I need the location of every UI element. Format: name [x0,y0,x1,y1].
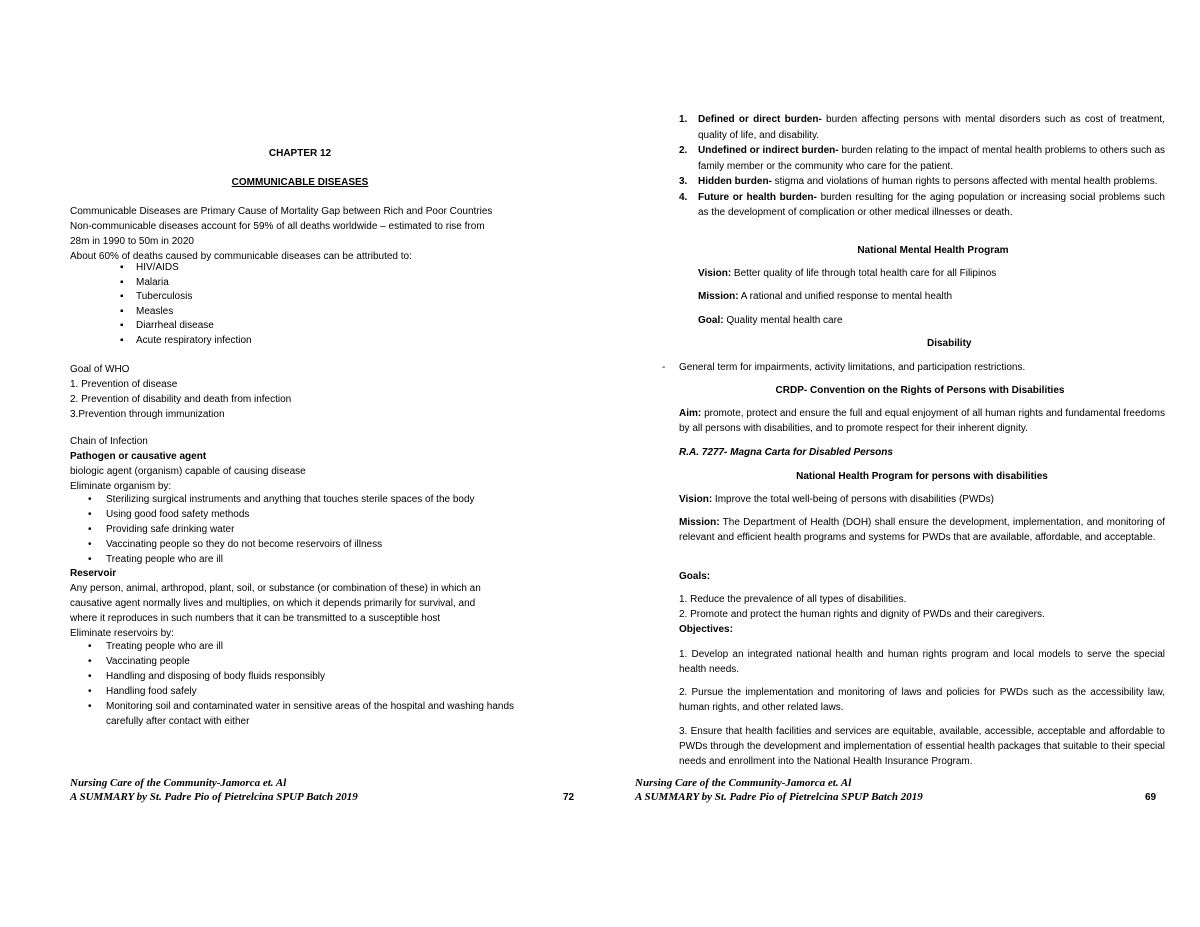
list-item: • Treating people who are ill [70,639,530,654]
intro-block [70,204,530,264]
goals-list [679,592,1165,637]
label: Mission: [698,291,739,302]
list-item: • Handling food safely [70,684,530,699]
chapter-label: CHAPTER 12 [268,148,332,159]
page-number: 69 [1145,792,1157,803]
term: Hidden burden- [698,176,772,187]
vision-line [679,492,1165,507]
footer [635,776,1115,804]
term: Undefined or indirect burden- [698,145,839,156]
intro-line: About 60% of deaths caused by communicable diseases can be attributed to: [70,251,412,262]
subsection-heading: Pathogen or causative agent [70,451,207,462]
list-item: ▪ Tuberculosis [86,290,386,305]
value: Quality mental health care [723,315,843,326]
item-number: 4. [679,191,688,203]
definition: biologic agent (organism) capable of causing disease [70,466,306,477]
objective-item: 1. Develop an integrated national health and human rights program and local models to serve the special health needs. [679,649,1165,675]
definition-line: Any person, animal, arthropod, plant, soil, or substance (or combination of these) in which an [70,583,481,594]
disability-definition: General term for impairments, activity limitations, and participation restrictions. [679,362,1026,373]
list-item: ▪ HIV/AIDS [86,261,386,276]
dash-marker: - [662,362,666,373]
footer [70,776,550,804]
value: The Department of Health (DOH) shall ensure the development, implementation, and monitoring of relevant and efficient health programs and systems for PWDs that are available, affordable, and acceptable. [679,517,1165,543]
reservoir-list [70,639,530,729]
list-item [679,190,1165,221]
list-intro: Eliminate reservoirs by: [70,628,174,639]
objective-item: 2. Pursue the implementation and monitoring of laws and policies for PWDs such as the accessibility law, human rights, and other related laws. [679,687,1165,713]
section-heading: Chain of Infection [70,436,148,447]
section-heading: National Mental Health Program [857,245,1009,256]
list-item [679,174,1165,190]
mission-line [698,289,1168,304]
goal-line [698,313,1168,328]
list-item: 2. Promote and protect the human rights and dignity of PWDs and their caregivers. [679,609,1045,620]
reservoir-block [70,566,540,641]
item-number: 1. [679,114,688,125]
footer-line: Nursing Care of the Community-Jamorca et. Al [70,777,287,789]
right-page [600,0,1200,927]
definition: stigma and violations of human rights to persons affected with mental health problems. [771,176,1158,187]
list-item: • Sterilizing surgical instruments and anything that touches sterile spaces of the body [70,492,550,507]
definition: burden affecting persons with mental disorders such as cost of treatment, quality of life, and disability. [698,114,1165,141]
term: Future or health burden- [698,191,817,203]
list-item: ▪ Measles [86,305,386,320]
value: promote, protect and ensure the full and equal enjoyment of all human rights and fundamental freedoms by all persons with disabilities, and to promote respect for their inherent dignity. [679,408,1165,434]
section-heading: Disability [927,338,972,349]
section-heading: Goal of WHO [70,364,130,375]
value: Better quality of life through total health care for all Filipinos [731,268,997,279]
label: Aim: [679,408,702,419]
list-item: ▪ Diarrheal disease [86,319,386,334]
list-intro: Eliminate organism by: [70,481,172,492]
chapter-title: COMMUNICABLE DISEASES [231,177,369,188]
disease-list [86,261,386,349]
list-item: • Using good food safety methods [70,507,550,522]
aim-paragraph [679,406,1165,436]
chain-of-infection [70,434,540,494]
list-item: 1. Prevention of disease [70,379,178,390]
intro-line: Non-communicable diseases account for 59% of all deaths worldwide – estimated to rise from [70,221,485,232]
footer-line: A SUMMARY by St. Padre Pio of Pietrelcina SPUP Batch 2019 [70,791,358,803]
mission-paragraph [679,515,1165,545]
intro-line: Communicable Diseases are Primary Cause of Mortality Gap between Rich and Poor Countries [70,206,493,217]
goals-heading: Goals: [679,571,711,582]
vision-line [698,266,1168,281]
list-item: • Vaccinating people so they do not become reservoirs of illness [70,537,550,552]
item-number: 3. [679,176,688,187]
value: Improve the total well-being of persons with disabilities (PWDs) [712,494,994,505]
objective-item: 3. Ensure that health facilities and services are equitable, available, accessible, acceptable and affordable to PWDs through the development and implementation of essential health packages that suitable to their special needs and enrollment into the National Health Insurance Program. [679,726,1165,767]
list-item: ▪ Acute respiratory infection [86,334,386,349]
list-item: • Providing safe drinking water [70,522,550,537]
burden-list [679,112,1165,221]
label: Mission: [679,517,720,528]
label: Vision: [698,268,732,279]
list-item: • Monitoring soil and contaminated water in sensitive areas of the hospital and washing hands carefully after contact with either [70,699,530,729]
label: Vision: [679,494,713,505]
list-item [679,112,1165,143]
definition: burden relating to the impact of mental health problems to others such as family member or the community who care for the patient. [698,145,1166,172]
list-item: • Vaccinating people [70,654,530,669]
footer-line: A SUMMARY by St. Padre Pio of Pietrelcina SPUP Batch 2019 [635,791,923,803]
value: A rational and unified response to mental health [738,291,953,302]
list-item: • Treating people who are ill [70,552,550,567]
list-item: 3.Prevention through immunization [70,409,225,420]
list-item [679,143,1165,174]
intro-line: 28m in 1990 to 50m in 2020 [70,236,194,247]
item-number: 2. [679,145,688,156]
who-goals [70,362,530,422]
ra-heading: R.A. 7277- Magna Carta for Disabled Persons [679,447,893,458]
definition-line: where it reproduces in such numbers that it can be transmitted to a susceptible host [70,613,441,624]
organism-list [70,492,550,567]
label: Goal: [698,315,724,326]
section-heading: National Health Program for persons with disabilities [796,471,1048,482]
objectives-heading: Objectives: [679,624,733,635]
page-number: 72 [563,792,575,803]
term: Defined or direct burden- [698,114,822,125]
footer-line: Nursing Care of the Community-Jamorca et. Al [635,777,852,789]
definition: burden resulting for the aging population or increasing social problems such as the development of complication or other medical illnesses or death. [698,191,1165,218]
list-item: 1. Reduce the prevalence of all types of disabilities. [679,594,907,605]
list-item: ▪ Malaria [86,276,386,291]
definition-line: causative agent normally lives and multiplies, on which it depends primarily for survival, and [70,598,476,609]
list-item: • Handling and disposing of body fluids responsibly [70,669,530,684]
section-heading: CRDP- Convention on the Rights of Persons with Disabilities [775,385,1065,396]
subsection-heading: Reservoir [70,568,117,579]
list-item: 2. Prevention of disability and death from infection [70,394,292,405]
